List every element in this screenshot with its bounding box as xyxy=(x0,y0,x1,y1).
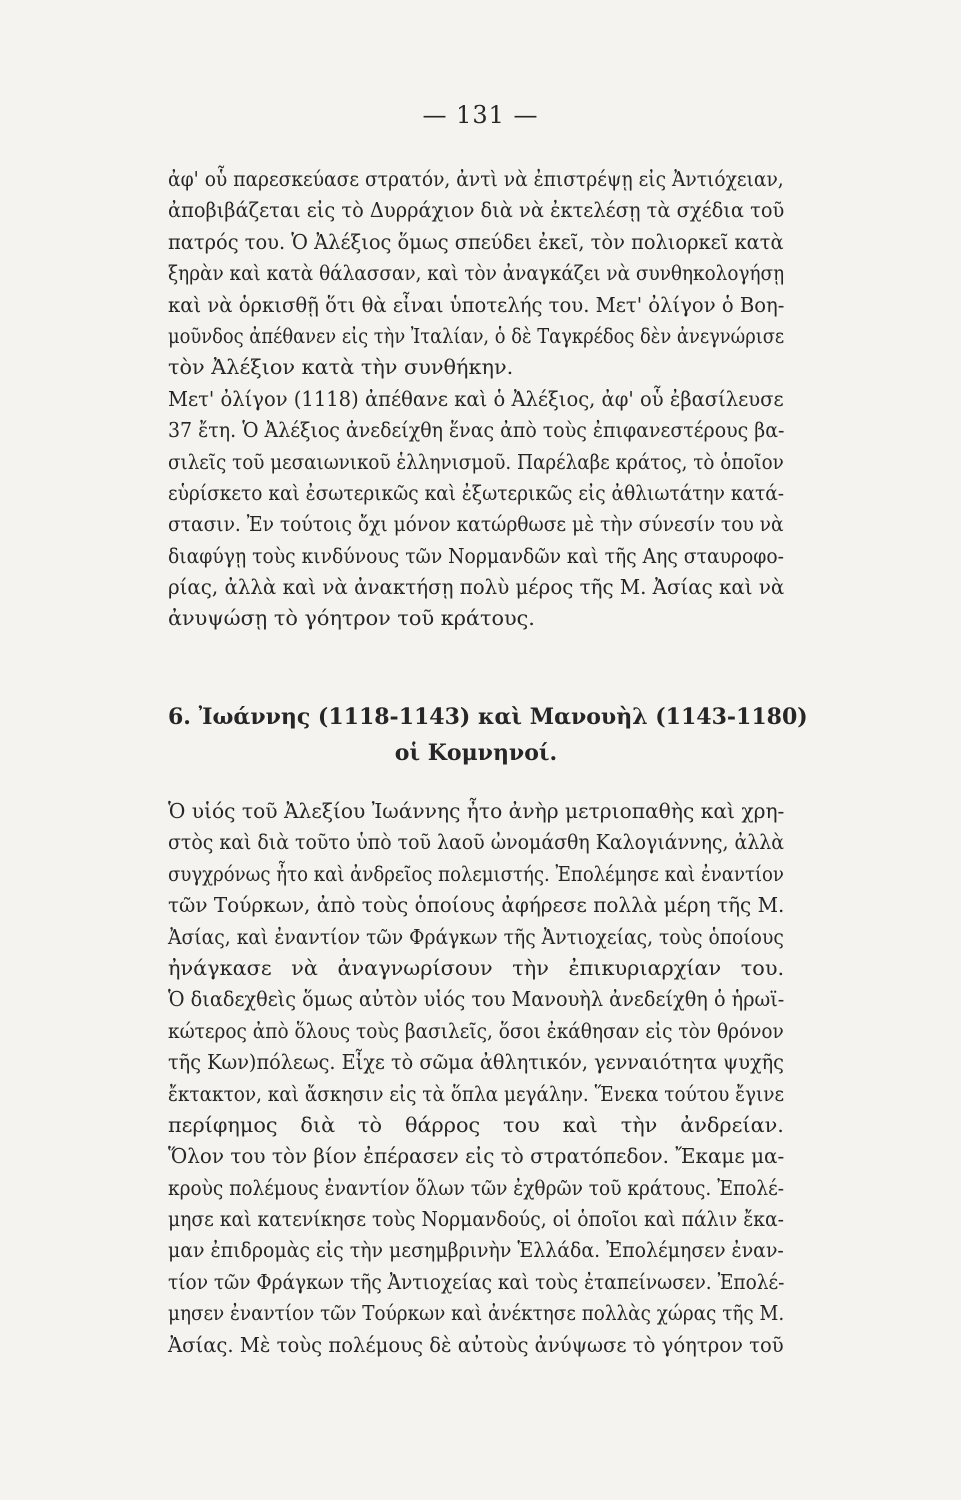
text-line: περίφημος διὰ τὸ θάρρος του καὶ τὴν ἀνδρείαν. xyxy=(168,1112,784,1137)
text-line: πατρός του. Ὁ Ἀλέξιος ὅμως σπεύδει ἐκεῖ, τὸν πολιορκεῖ κατὰ xyxy=(168,229,784,254)
text-line: ρίας, ἀλλὰ καὶ νὰ ἀνακτήσῃ πολὺ μέρος τῆς Μ. Ἀσίας καὶ νὰ xyxy=(168,575,785,600)
text-line: στασιν. Ἐν τούτοις ὄχι μόνον κατώρθωσε μὲ τὴν σύνεσίν του νὰ xyxy=(168,512,784,537)
text-line: ἀφ' οὗ παρεσκεύασε στρατόν, ἀντὶ νὰ ἐπιστρέψῃ εἰς Ἀντιόχειαν, xyxy=(168,167,784,191)
text-line: Μετ' ὀλίγον (1118) ἀπέθανε καὶ ὁ Ἀλέξιος, ἀφ' οὗ ἐβασίλευσε xyxy=(168,386,784,411)
section-heading-subtitle: οἱ Κομνηνοί. xyxy=(394,740,558,766)
text-line: μαν ἐπιδρομὰς εἰς τὴν μεσημβρινὴν Ἑλλάδα. Ἐπολέμησεν ἐναν- xyxy=(168,1238,784,1263)
text-line: ἔκτακτον, καὶ ἄσκησιν εἰς τὰ ὅπλα μεγάλην. Ἕνεκα τούτου ἔγινε xyxy=(168,1081,785,1106)
text-line: Ἀσίας. Μὲ τοὺς πολέμους δὲ αὐτοὺς ἀνύψωσε τὸ γόητρον τοῦ xyxy=(168,1332,784,1357)
text-line: ἠνάγκασε νὰ ἀναγνωρίσουν τὴν ἐπικυριαρχίαν του. xyxy=(168,955,785,980)
paragraph-block-1 xyxy=(168,164,784,635)
text-line: Ὅλον του τὸν βίον ἐπέρασεν εἰς τὸ στρατόπεδον. Ἔκαμε μα- xyxy=(168,1144,785,1169)
text-line: καὶ νὰ ὁρκισθῇ ὅτι θὰ εἶναι ὑποτελής του. Μετ' ὀλίγον ὁ Βοη- xyxy=(168,292,785,317)
text-line: ξηρὰν καὶ κατὰ θάλασσαν, καὶ τὸν ἀναγκάζει νὰ συνθηκολογήσῃ xyxy=(168,261,785,286)
text-line: Ὁ διαδεχθεὶς ὅμως αὐτὸν υἱός του Μανουὴλ ἀνεδείχθη ὁ ἡρωϊ- xyxy=(168,987,785,1012)
text-line: τῆς Κων)πόλεως. Εἶχε τὸ σῶμα ἀθλητικόν, γενναιότητα ψυχῆς xyxy=(168,1050,784,1075)
text-line: συγχρόνως ἦτο καὶ ἀνδρεῖος πολεμιστής. Ἐπολέμησε καὶ ἐναντίον xyxy=(168,861,784,886)
text-line: μησε καὶ κατενίκησε τοὺς Νορμανδούς, οἱ ὁποῖοι καὶ πάλιν ἔκα- xyxy=(168,1207,784,1232)
text-line: εὑρίσκετο καὶ ἐσωτερικῶς καὶ ἐξωτερικῶς εἰς ἀθλιωτάτην κατά- xyxy=(168,480,785,505)
text-line: 37 ἔτη. Ὁ Ἀλέξιος ἀνεδείχθη ἕνας ἀπὸ τοὺς ἐπιφανεστέρους βα- xyxy=(168,418,785,443)
text-line: τῶν Τούρκων, ἀπὸ τοὺς ὁποίους ἀφήρεσε πολλὰ μέρη τῆς Μ. xyxy=(168,893,785,918)
text-line: Ὁ υἱός τοῦ Ἀλεξίου Ἰωάννης ἦτο ἀνὴρ μετριοπαθὴς καὶ χρη- xyxy=(168,799,785,823)
text-line: μοῦνδος ἀπέθανεν εἰς τὴν Ἰταλίαν, ὁ δὲ Ταγκρέδος δὲν ἀνεγνώρισε xyxy=(168,323,785,348)
text-line: τίον τῶν Φράγκων τῆς Ἀντιοχείας καὶ τοὺς ἐταπείνωσεν. Ἐπολέ- xyxy=(168,1269,785,1294)
paragraph-block-2 xyxy=(168,796,784,1361)
text-line: Ἀσίας, καὶ ἐναντίον τῶν Φράγκων τῆς Ἀντιοχείας, τοὺς ὁποίους xyxy=(168,924,784,949)
section-heading: 6. Ἰωάννης (1118-1143) καὶ Μανουὴλ (1143-1180) xyxy=(168,704,808,730)
text-line: ἀποβιβάζεται εἰς τὸ Δυρράχιον διὰ νὰ ἐκτελέσῃ τὰ σχέδια τοῦ xyxy=(168,198,785,223)
text-line: κροὺς πολέμους ἐναντίον ὅλων τῶν ἐχθρῶν τοῦ κράτους. Ἐπολέ- xyxy=(168,1175,784,1200)
page-number: — 131 — xyxy=(422,101,539,129)
text-line: τὸν Ἀλέξιον κατὰ τὴν συνθήκην. xyxy=(168,355,514,380)
text-line: στὸς καὶ διὰ τοῦτο ὑπὸ τοῦ λαοῦ ὠνομάσθη Καλογιάννης, ἀλλὰ xyxy=(168,830,785,855)
text-line: μησεν ἐναντίον τῶν Τούρκων καὶ ἀνέκτησε πολλὰς χώρας τῆς Μ. xyxy=(168,1301,785,1326)
text-line: σιλεῖς τοῦ μεσαιωνικοῦ ἑλληνισμοῦ. Παρέλαβε κράτος, τὸ ὁποῖον xyxy=(168,449,784,474)
text-line: κώτερος ἀπὸ ὅλους τοὺς βασιλεῖς, ὅσοι ἐκάθησαν εἰς τὸν θρόνον xyxy=(168,1018,784,1043)
text-line: διαφύγῃ τοὺς κινδύνους τῶν Νορμανδῶν καὶ τῆς Αης σταυροφο- xyxy=(168,543,784,568)
text-line: ἀνυψώσῃ τὸ γόητρον τοῦ κράτους. xyxy=(168,606,535,631)
